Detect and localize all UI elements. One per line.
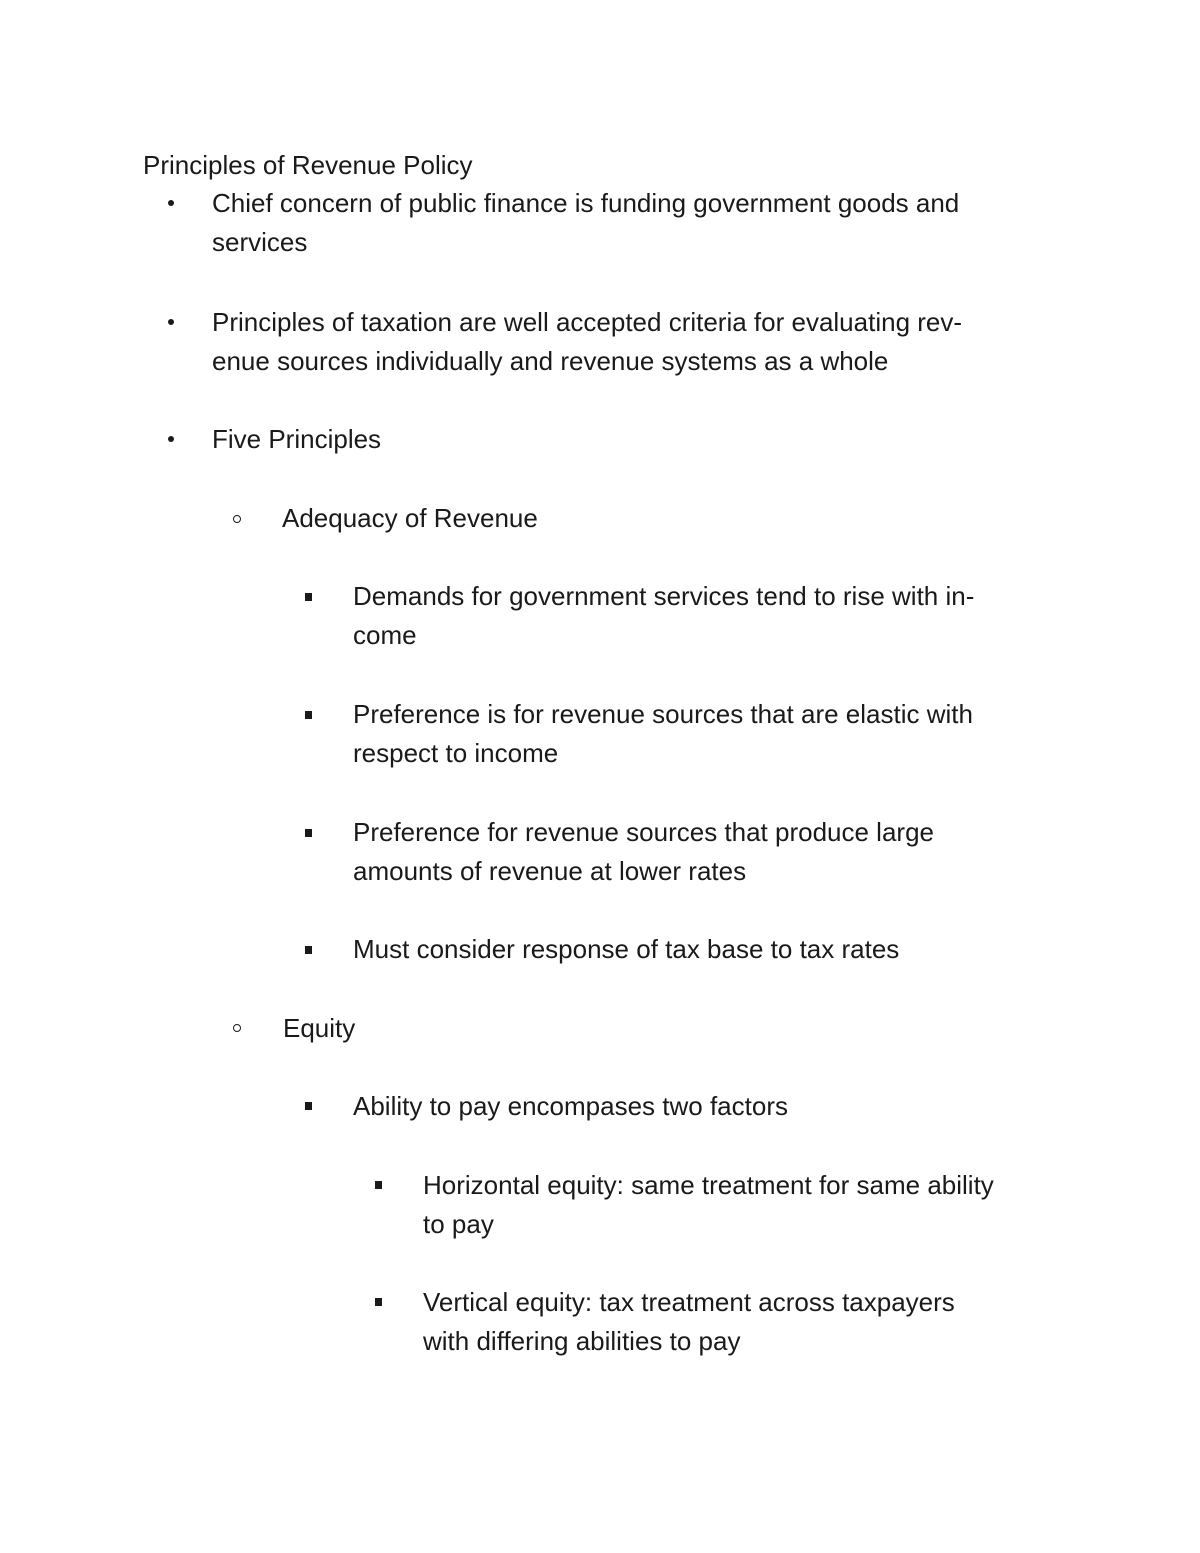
list-item xyxy=(353,930,899,969)
list-item xyxy=(423,1166,994,1244)
list-item-line: Principles of taxation are well accepted criteria for evaluating rev- xyxy=(212,307,963,337)
list-item-line: Must consider response of tax base to tax rates xyxy=(353,934,900,964)
list-item-line: Equity xyxy=(283,1013,356,1043)
list-item-line: Five Principles xyxy=(212,424,382,454)
bullet-dot-icon xyxy=(168,436,174,442)
list-item-line: with differing abilities to pay xyxy=(423,1326,741,1356)
list-item xyxy=(283,1009,355,1048)
bullet-circle-icon xyxy=(233,1024,241,1032)
bullet-square-icon xyxy=(375,1181,382,1189)
list-item-line: Adequacy of Revenue xyxy=(282,503,538,533)
bullet-dot-icon xyxy=(168,200,174,206)
list-item xyxy=(353,695,973,773)
list-item-line: come xyxy=(353,620,417,650)
list-item xyxy=(212,184,959,262)
bullet-square-icon xyxy=(305,711,312,719)
list-item xyxy=(353,1087,788,1126)
list-item-line: respect to income xyxy=(353,738,559,768)
bullet-dot-icon xyxy=(168,319,174,325)
list-item xyxy=(423,1283,955,1361)
bullet-square-icon xyxy=(375,1298,382,1306)
list-item-line: to pay xyxy=(423,1209,494,1239)
list-item-line: Preference is for revenue sources that are elastic with xyxy=(353,699,973,729)
bullet-square-icon xyxy=(305,1102,312,1110)
bullet-square-icon xyxy=(305,946,312,954)
list-item-line: enue sources individually and revenue systems as a whole xyxy=(212,346,889,376)
bullet-circle-icon xyxy=(233,515,241,523)
list-item-line: Preference for revenue sources that produce large xyxy=(353,817,935,847)
list-item-line: Demands for government services tend to rise with in- xyxy=(353,581,975,611)
list-item xyxy=(212,303,962,381)
list-item-line: Chief concern of public finance is funding government goods and xyxy=(212,188,960,218)
list-item-line: amounts of revenue at lower rates xyxy=(353,856,747,886)
list-item xyxy=(353,577,974,655)
bullet-square-icon xyxy=(305,593,312,601)
list-item-line: services xyxy=(212,227,308,257)
list-item-line: Ability to pay encompases two factors xyxy=(353,1091,788,1121)
list-item xyxy=(282,499,538,538)
document-title: Principles of Revenue Policy xyxy=(143,150,473,180)
list-item xyxy=(353,813,934,891)
list-item-line: Horizontal equity: same treatment for same ability xyxy=(423,1170,994,1200)
bullet-square-icon xyxy=(305,829,312,837)
list-item xyxy=(212,420,381,459)
list-item-line: Vertical equity: tax treatment across taxpayers xyxy=(423,1287,955,1317)
